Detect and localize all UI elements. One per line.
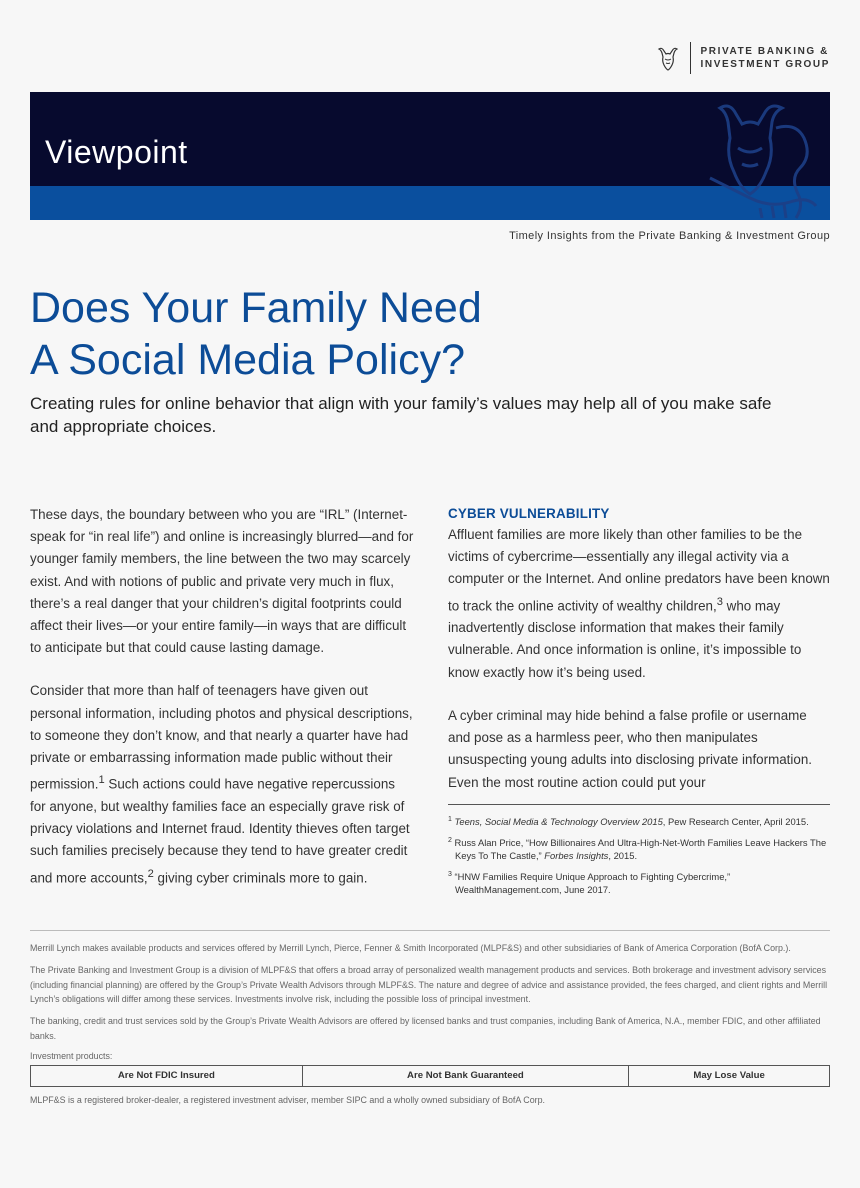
right-paragraph-1 <box>448 524 832 684</box>
footnote-ref-2: 2 <box>147 867 154 880</box>
right-paragraph-2: A cyber criminal may hide behind a false profile or username and pose as a harmless peer, who then manipulates unsuspecting young adults into disclosing private information. Even the most routine action could put your <box>448 707 812 790</box>
footnotes <box>448 804 830 902</box>
footnote-2 <box>448 834 830 863</box>
article-subhead: Creating rules for online behavior that align with your family’s values may help all of you make safe and appropriate choices. <box>30 394 772 436</box>
footnote-1-title: Teens, Social Media & Technology Overview 2015 <box>454 816 663 828</box>
table-row <box>31 1065 830 1086</box>
table-cell-guarantee: Are Not Bank Guaranteed <box>302 1065 628 1086</box>
footnote-ref-1: 1 <box>98 774 105 787</box>
table-cell-fdic: Are Not FDIC Insured <box>31 1065 303 1086</box>
logo-divider <box>690 42 691 74</box>
bull-watermark-icon <box>700 98 820 220</box>
disclaimer-4: MLPF&S is a registered broker-dealer, a registered investment adviser, member SIPC and a wholly owned subsidiary of BofA Corp. <box>30 1094 545 1105</box>
left-paragraph-2 <box>30 680 414 889</box>
footnote-3-num: 3 <box>448 870 452 878</box>
right-p1-part-a: Affluent families are more likely than other families to be the victims of cybercrime—essentially any illegal activity via a computer or the Internet. And online predators have been known to track the online activity of wealthy children, <box>448 527 830 614</box>
disclaimer-3: The banking, credit and trust services sold by the Group’s Private Wealth Advisors are offered by licensed banks and trust companies, including Bank of America, N.A., member FDIC, and other affiliated banks. <box>30 1016 821 1041</box>
footnote-2-num: 2 <box>448 836 452 844</box>
footnote-1-num: 1 <box>448 816 452 823</box>
firm-name <box>701 45 831 71</box>
viewpoint-banner <box>30 92 830 220</box>
right-column <box>448 504 832 794</box>
left-p2-part-a: Consider that more than half of teenagers have given out personal information, including photos and physical descriptions, to someone they don’t know, and that nearly a quarter have had private or embarrassing information made public without their permission. <box>30 683 413 792</box>
investment-products-label: Investment products: <box>30 1050 113 1061</box>
firm-logo <box>656 42 831 74</box>
right-p1-part-b: who may inadvertently disclose information that makes their family vulnerable. And once information is online, it’s impossible to know exactly how it’s being used. <box>448 598 802 680</box>
footnote-2-pre: Russ Alan Price, “How Billionaires And Ultra-High-Net-Worth Families Leave Hackers The Keys To The Castle,” <box>454 836 827 862</box>
footnote-1-rest: , Pew Research Center, April 2015. <box>662 816 809 828</box>
disclaimer-2: The Private Banking and Investment Group is a division of MLPF&S that offers a broad array of personalized wealth management products and services. Both brokerage and investment advisory services (including financial planning) are offered by the Group’s Private Wealth Advisors through MLPF&S. The nature and degree of advice and assistance provided, the fees charged, and client rights and Merrill Lynch’s obligations will differ among these services. Investments involve risk, including the possible loss of principal investment. <box>30 964 828 1005</box>
bull-logo-icon <box>656 45 680 71</box>
article-headline <box>30 282 810 386</box>
footnote-2-rest: , 2015. <box>608 850 638 862</box>
left-p2-part-b: Such actions could have negative repercussions for anyone, but wealthy families face an especially grave risk of privacy violations and Internet fraud. Identity thieves often target such families precisely because they tend to have greater credit and more accounts, <box>30 776 410 885</box>
left-paragraph-1: These days, the boundary between who you are “IRL” (Internet-speak for “in real life”) and online is increasingly blurred—and for younger family members, the line between the two may scarcely exist. And with notions of public and private very much in flux, there’s a real danger that your children’s digital footprints could affect their lives—or your entire family—in ways that are difficult to anticipate but that could cause lasting damage. <box>30 507 414 656</box>
firm-name-line2: INVESTMENT GROUP <box>700 59 830 70</box>
footnote-3-pre: “HNW Families Require Unique Approach to Fighting Cybercrime,” WealthManagement.com, June 2017. <box>454 870 731 896</box>
section-heading-cyber: CYBER VULNERABILITY <box>448 506 610 521</box>
footnote-2-title: Forbes Insights <box>544 850 609 862</box>
banner-title: Viewpoint <box>45 134 188 170</box>
disclaimer <box>30 930 830 1115</box>
investment-products-table <box>30 1065 830 1087</box>
headline-line1: Does Your Family Need <box>30 284 482 332</box>
table-cell-value: May Lose Value <box>629 1065 830 1086</box>
footnote-3 <box>448 868 830 897</box>
disclaimer-1: Merrill Lynch makes available products and services offered by Merrill Lynch, Pierce, Fenner & Smith Incorporated (MLPF&S) and other subsidiaries of Bank of America Corporation (BofA Corp.). <box>30 943 791 953</box>
firm-name-line1: PRIVATE BANKING & <box>700 46 829 57</box>
left-column <box>30 504 414 889</box>
footnote-ref-3: 3 <box>716 595 723 608</box>
left-p2-part-c: giving cyber criminals more to gain. <box>153 869 368 885</box>
headline-line2: A Social Media Policy? <box>30 336 465 384</box>
tagline: Timely Insights from the Private Banking & Investment Group <box>509 230 830 242</box>
footnote-1 <box>448 813 830 829</box>
